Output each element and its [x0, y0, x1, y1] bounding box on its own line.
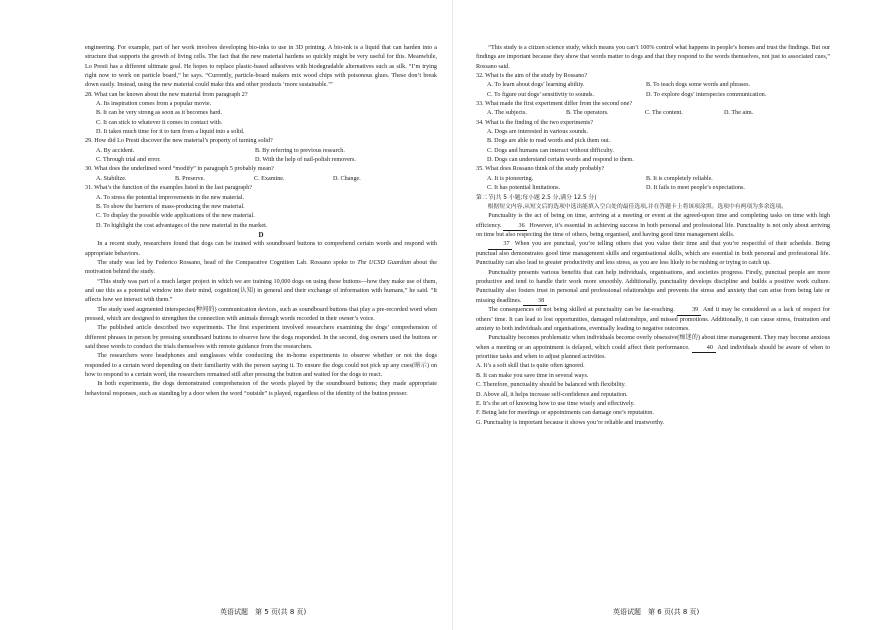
question-34 — [476, 119, 830, 166]
option: A. It is pioneering. — [487, 175, 534, 182]
page-footer-left: 英语试题 第 5 页(共 8 页) — [220, 608, 307, 616]
passage-d-paragraph: The researchers wore headphones and sunglasses while conducting the in-home experiments to observe whether or not the dogs responded to a certain word depending on their familiarity with the person saying it. To ensure the dogs could not pick up any cues(暗示) on how to respond to a certain word, the researchers remained still after pressing the button and waited for the dogs to react. — [85, 353, 437, 379]
question-30 — [85, 165, 437, 184]
question-31 — [85, 184, 437, 231]
option: B. It can be very strong as soon as it becomes hard. — [96, 110, 223, 117]
paragraph-text: When you are punctual, you’re telling others that you value their time and that you’re respectful of their schedule. Being punctual also demonstrates good time management skills and organisational skills, which are essential in both personal and professional life. Punctuality can also lead to greater productivity and less stress, as you are less likely to be rushing or trying to catch up. — [476, 241, 830, 267]
option: D. It takes much time for it to turn from a liquid into a solid. — [96, 129, 245, 136]
question-stem: 35. What does Rossano think of the study probably? — [476, 166, 605, 173]
cloze-paragraph — [476, 240, 830, 268]
option: D. Dogs can understand certain words and respond to them. — [487, 157, 634, 164]
left-page-column — [85, 44, 437, 399]
passage-d-paragraph: The published article described two experiments. The first experiment involved researchers examining the dogs’ comprehension of different phrases in person by pressing soundboard buttons to observe how the dogs responded. In the second, dog owners used the buttons or said these words to conduct the trials themselves with remote guidance from the researchers. — [85, 325, 437, 350]
option-row — [476, 91, 830, 100]
question-stem: 32. What is the aim of the study by Rossano? — [476, 73, 588, 80]
choice-b: B. It can make you save time in several ways. — [476, 372, 589, 379]
passage-d-paragraph: In a recent study, researchers found that dogs can be trained with soundboard buttons to comprehend certain words and respond with appropriate behaviors. — [85, 241, 437, 257]
paragraph-text: The consequences of not being skilled at punctuality can be far-reaching. — [488, 307, 675, 314]
question-35 — [476, 165, 830, 193]
blank-38[interactable]: 38 — [523, 297, 547, 307]
question-stem: 30. What does the underlined word “modify” in paragraph 5 probably mean? — [85, 166, 274, 173]
passage-d-paragraph: “This study was part of a much larger project in which we are training 10,000 dogs on using these buttons—how they make use of them, and use this as a potential window into their mind, cognition(认知) in general and their exchange of information with humans,” he said. “It affects how we interact with them.” — [85, 278, 437, 304]
cloze-paragraph — [476, 212, 830, 240]
paragraph-text: And it may be considered as a lack of respect for others’ time. It can lead to lost opportunities, damaged relationships, and missed promotions. Additionally, it can cause stress, frustration and anxiety to both individuals and organisations, eventually leading to negative outcomes. — [476, 307, 830, 332]
section-2-heading: 第二节(共 5 小题;每小题 2.5 分,满分 12.5 分) — [476, 194, 597, 201]
option: A. Its inspiration comes from a popular movie. — [96, 101, 212, 108]
option: A. The subjects. — [487, 110, 527, 117]
blank-40[interactable]: 40 — [692, 344, 716, 354]
right-page-column — [476, 44, 830, 428]
option: A. By accident. — [96, 147, 135, 154]
option: B. By referring to previous research. — [255, 147, 345, 154]
option: B. To show the barriers of mass-producing the new material. — [96, 203, 245, 210]
option-row — [476, 184, 830, 193]
option: D. With the help of nail-polish removers. — [255, 157, 356, 164]
choice-e: E. It’s the art of knowing how to use time wisely and effectively. — [476, 400, 635, 407]
option: B. To teach dogs some words and phrases. — [646, 82, 751, 89]
paragraph-text: Punctuality presents various benefits that can help individuals, organisations, and societies progress. Firstly, punctual people are more productive and tend to handle their work more smoothly. Additionally, punctuality develops discipline and builds a positive work culture. Punctuality also fosters trust in personal and professional relationships and prevents the stress and anxiety that can arise from being late or missing deadlines. — [476, 269, 830, 304]
paragraph-text: Punctuality is the act of being on time, arriving at a meeting or event at the agreed-upon time and completing tasks on time with high efficiency. — [476, 213, 830, 229]
paragraph-text: However, it’s essential in achieving success in both personal and professional life. Punctuality is not only about arriving on time but also respecting the time of others, being organised, and having good time management skills. — [476, 222, 830, 239]
question-32 — [476, 72, 830, 100]
question-29 — [85, 137, 437, 165]
publication-title: The UCSD Guardian — [357, 259, 412, 266]
question-stem: 29. How did Lo Presti discover the new material’s property of turning solid? — [85, 138, 273, 145]
option-row — [476, 81, 830, 90]
choice-a: A. It’s a soft skill that is quite often ignored. — [476, 363, 585, 370]
option: B. The operators. — [566, 110, 609, 117]
cloze-paragraph — [476, 334, 830, 362]
option: C. To display the possible wide applications of the new material. — [96, 213, 255, 220]
passage-d-paragraph: The study used augmented interspecies(种间的) communication devices, such as soundboard buttons that play a pre-recorded word when pressed, which are designed to strengthen the connection with animals through words recorded in their owner’s voice. — [85, 306, 437, 322]
question-28 — [85, 91, 437, 138]
option: C. Examine. — [254, 175, 285, 182]
option-row — [476, 109, 830, 118]
paragraph-text: about the motivation behind the study. — [85, 259, 437, 276]
option: D. Change. — [333, 175, 361, 182]
cloze-paragraph — [476, 269, 830, 307]
question-33 — [476, 100, 830, 119]
choice-c: C. Therefore, punctuality should be balanced with flexibility. — [476, 382, 626, 389]
option-row — [476, 175, 830, 184]
option-row — [85, 156, 437, 165]
option: B. Preserve. — [175, 175, 205, 182]
blank-39[interactable]: 39 — [677, 306, 701, 316]
choice-d: D. Above all, it helps increase self-confidence and reputation. — [476, 391, 628, 398]
option: C. It can stick to whatever it comes in contact with. — [96, 119, 223, 126]
option: C. It has potential limitations. — [487, 185, 560, 192]
question-stem: 31. What’s the function of the examples listed in the last paragraph? — [85, 185, 252, 192]
page-divider — [452, 0, 453, 630]
passage-d-paragraph: In both experiments, the dogs demonstrated comprehension of the words played by the soundboard buttons; they made appropriate behavioral responses, such as standing by a door when the word “outside” is played, regardless of the identity of the button presser. — [85, 381, 437, 397]
passage-d-paragraph — [85, 259, 437, 278]
passage-d-ending: “This study is a citizen science study, which means you can’t 100% control what happens in people’s homes and trust the findings. But our findings are important because they show that words matter to dogs and that they respond to the words themselves, not just to associated cues,” Rossano said. — [476, 45, 830, 70]
option: D. The aim. — [724, 110, 754, 117]
question-stem: 28. What can be known about the new material from paragraph 2? — [85, 91, 248, 98]
choice-g: G. Punctuality is important because it shows you’re reliable and trustworthy. — [476, 419, 665, 426]
blank-37[interactable]: 37 — [488, 240, 512, 250]
option: A. Dogs are interested in various sounds. — [487, 129, 588, 136]
answer-choices — [476, 362, 830, 427]
option: D. To highlight the cost advantages of the new material in the market. — [96, 222, 268, 229]
option: C. The content. — [645, 110, 683, 117]
question-stem: 33. What made the first experiment differ from the second one? — [476, 101, 633, 108]
option: B. It is completely reliable. — [646, 175, 713, 182]
option: D. To explore dogs’ interspecies communication. — [646, 91, 767, 98]
page-footer-right: 英语试题 第 6 页(共 8 页) — [613, 608, 700, 616]
paragraph-text: The study was led by Federico Rossano, head of the Comparative Cognition Lab. Rossano spoke to — [97, 259, 358, 266]
option: A. To learn about dogs’ learning ability. — [487, 82, 585, 89]
cloze-paragraph — [476, 306, 830, 334]
option: D. It fails to meet people’s expectations. — [646, 185, 745, 192]
paragraph-text: Punctuality becomes problematic when individuals become overly obsessive(痴迷的) about time management. They may become anxious when a meeting or an appointment is delayed, which could affect their performance. — [476, 335, 830, 351]
question-stem: 34. What is the finding of the two experiments? — [476, 119, 594, 126]
passage-c-ending: engineering. For example, part of her work involves developing bio-inks to use in 3D printing. A bio-ink is a liquid that can harden into a structure that supports the growth of living cells. The fact that the new material hardens so quickly might be very useful for this. Meanwhile, Lo Presti has a different ultimate goal. He hopes to replace plastic-based adhesives with biodegradable alternatives such as silk. “I’m trying right now to work on particle board,” he says. “Currently, particle-board makers mix wood chips with poisonous glues. These don’t break down easily. Instead, using the new material could make this and other products ‘more sustainable.’” — [85, 45, 437, 89]
option: A. To stress the potential improvements in the new material. — [96, 194, 244, 201]
blank-36[interactable]: 36 — [503, 222, 527, 232]
choice-f: F. Being late for meetings or appointments can damage one’s reputation. — [476, 410, 654, 417]
option-row — [85, 147, 437, 156]
section-d-heading: D — [258, 230, 264, 239]
paragraph-text: And individuals should be aware of when to prioritise tasks and when to adjust planned activities. — [476, 344, 830, 361]
option: B. Dogs are able to read words and pick them out. — [487, 138, 611, 145]
option: C. Through trial and error. — [96, 157, 161, 164]
section-2-instructions: 根据短文内容,从短文后的选项中选出能填入空白处的最佳选项,并在答题卡上将该项涂黑。选项中有两项为多余选项。 — [476, 203, 787, 210]
option: A. Stabilize. — [96, 175, 127, 182]
option-row — [85, 175, 437, 184]
option: C. To figure out dogs’ sensitivity to sounds. — [487, 91, 594, 98]
option: C. Dogs and humans can interact without difficulty. — [487, 147, 614, 154]
